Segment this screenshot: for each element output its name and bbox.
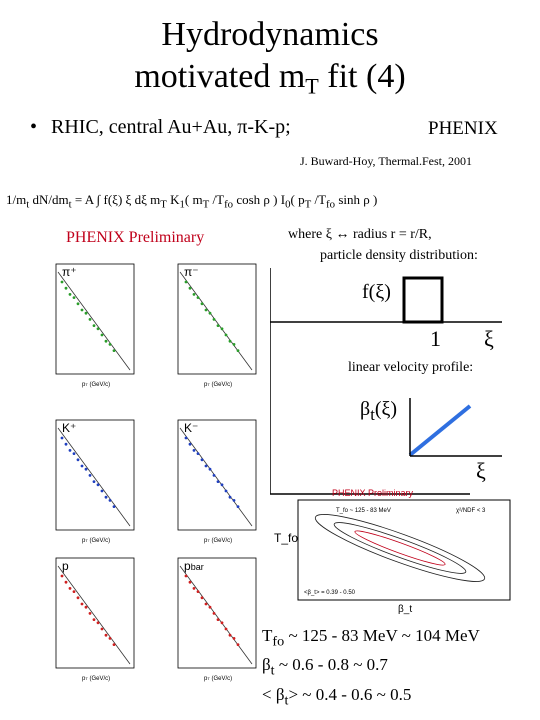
spectrum-plot-5: [38, 552, 138, 684]
slide-title: [0, 14, 540, 108]
freeze-out-plot: [270, 486, 516, 616]
xi-label-1: ξ: [484, 326, 494, 351]
one-label: 1: [430, 326, 441, 351]
result-tfo: $T_{fo}$ ~ 125 - 83 MeV ~ 104 MeV: [262, 626, 480, 650]
bullet-point: [30, 116, 291, 139]
linear-velocity-label: linear velocity profile:: [348, 360, 474, 375]
spectrum-plot-3: [38, 414, 138, 546]
spectrum-plot-4: [160, 414, 260, 546]
results-block: [262, 624, 480, 712]
fo-note-right: χ²/NDF < 3: [456, 508, 486, 514]
svg-text:pT (GeV/c): pT (GeV/c): [82, 538, 111, 544]
spectrum-svg: [38, 552, 138, 684]
fo-contours: [311, 504, 490, 592]
velocity-line: [410, 406, 470, 455]
profile-diagram: [270, 268, 532, 496]
phenix-label: PHENIX: [428, 118, 498, 139]
spectrum-label: π⁻: [184, 265, 199, 279]
fo-note-top: T_fo ~ 125 - 83 MeV: [336, 508, 391, 514]
spectrum-svg: [160, 552, 260, 684]
freeze-out-panel: [270, 486, 516, 616]
fo-y-label: T_fo: [274, 531, 299, 545]
credit-text: J. Buward-Hoy, Thermal.Fest, 2001: [300, 154, 472, 168]
spectrum-plot-2: [160, 258, 260, 390]
spectrum-label: K⁻: [184, 421, 199, 435]
fit-formula: $1/m_t$ $dN/dm_t = A$ ∫ f(ξ) ξ dξ $m_T$ $K_1$( $m_T$ $/T_{fo}$ cosh ρ ) $I_0$( $p_T$ $/T_{fo}$ sinh ρ ): [6, 192, 378, 211]
bullet-text: RHIC, central Au+Au, π-K-p;: [51, 116, 291, 138]
beta-t-xi-label: $\beta_t(\xi)$: [360, 398, 398, 424]
spectrum-svg: [38, 414, 138, 546]
title-line-1: Hydrodynamics: [161, 16, 379, 53]
spectrum-label: K⁺: [62, 421, 77, 435]
fo-title: PHENIX Preliminary: [332, 488, 414, 498]
svg-text:pT (GeV/c): pT (GeV/c): [204, 382, 233, 388]
f-xi-label: f(ξ): [362, 281, 391, 303]
svg-text:pT (GeV/c): pT (GeV/c): [204, 676, 233, 682]
density-step: [404, 278, 442, 322]
where-line-2: particle density distribution:: [320, 248, 478, 263]
title-line-2: motivated $m_T$ fit (4): [134, 58, 406, 99]
bullet-dot: •: [30, 116, 38, 138]
where-line-1: where ξ ↔ radius r = r/R,: [288, 227, 432, 242]
fo-note-bottom: <β_t> = 0.39 - 0.50: [304, 590, 355, 596]
svg-text:pT (GeV/c): pT (GeV/c): [82, 382, 111, 388]
fo-x-label: β_t: [398, 604, 413, 615]
result-beta: $\beta_t$ ~ 0.6 - 0.8 ~ 0.7: [262, 655, 388, 679]
spectrum-label: π⁺: [62, 265, 77, 279]
svg-text:pT (GeV/c): pT (GeV/c): [82, 676, 111, 682]
xi-label-2: ξ: [476, 458, 486, 483]
spectrum-label: pbar: [184, 559, 204, 573]
spectrum-label: p: [62, 559, 69, 573]
result-mean-beta: < $\beta_t>$ ~ 0.4 - 0.6 ~ 0.5: [262, 684, 412, 709]
phenix-preliminary-label: PHENIX Preliminary: [66, 229, 205, 246]
spectrum-svg: [160, 414, 260, 546]
spectrum-plot-6: [160, 552, 260, 684]
svg-text:pT (GeV/c): pT (GeV/c): [204, 538, 233, 544]
spectrum-svg: [38, 258, 138, 390]
spectrum-plot-1: [38, 258, 138, 390]
spectrum-svg: [160, 258, 260, 390]
